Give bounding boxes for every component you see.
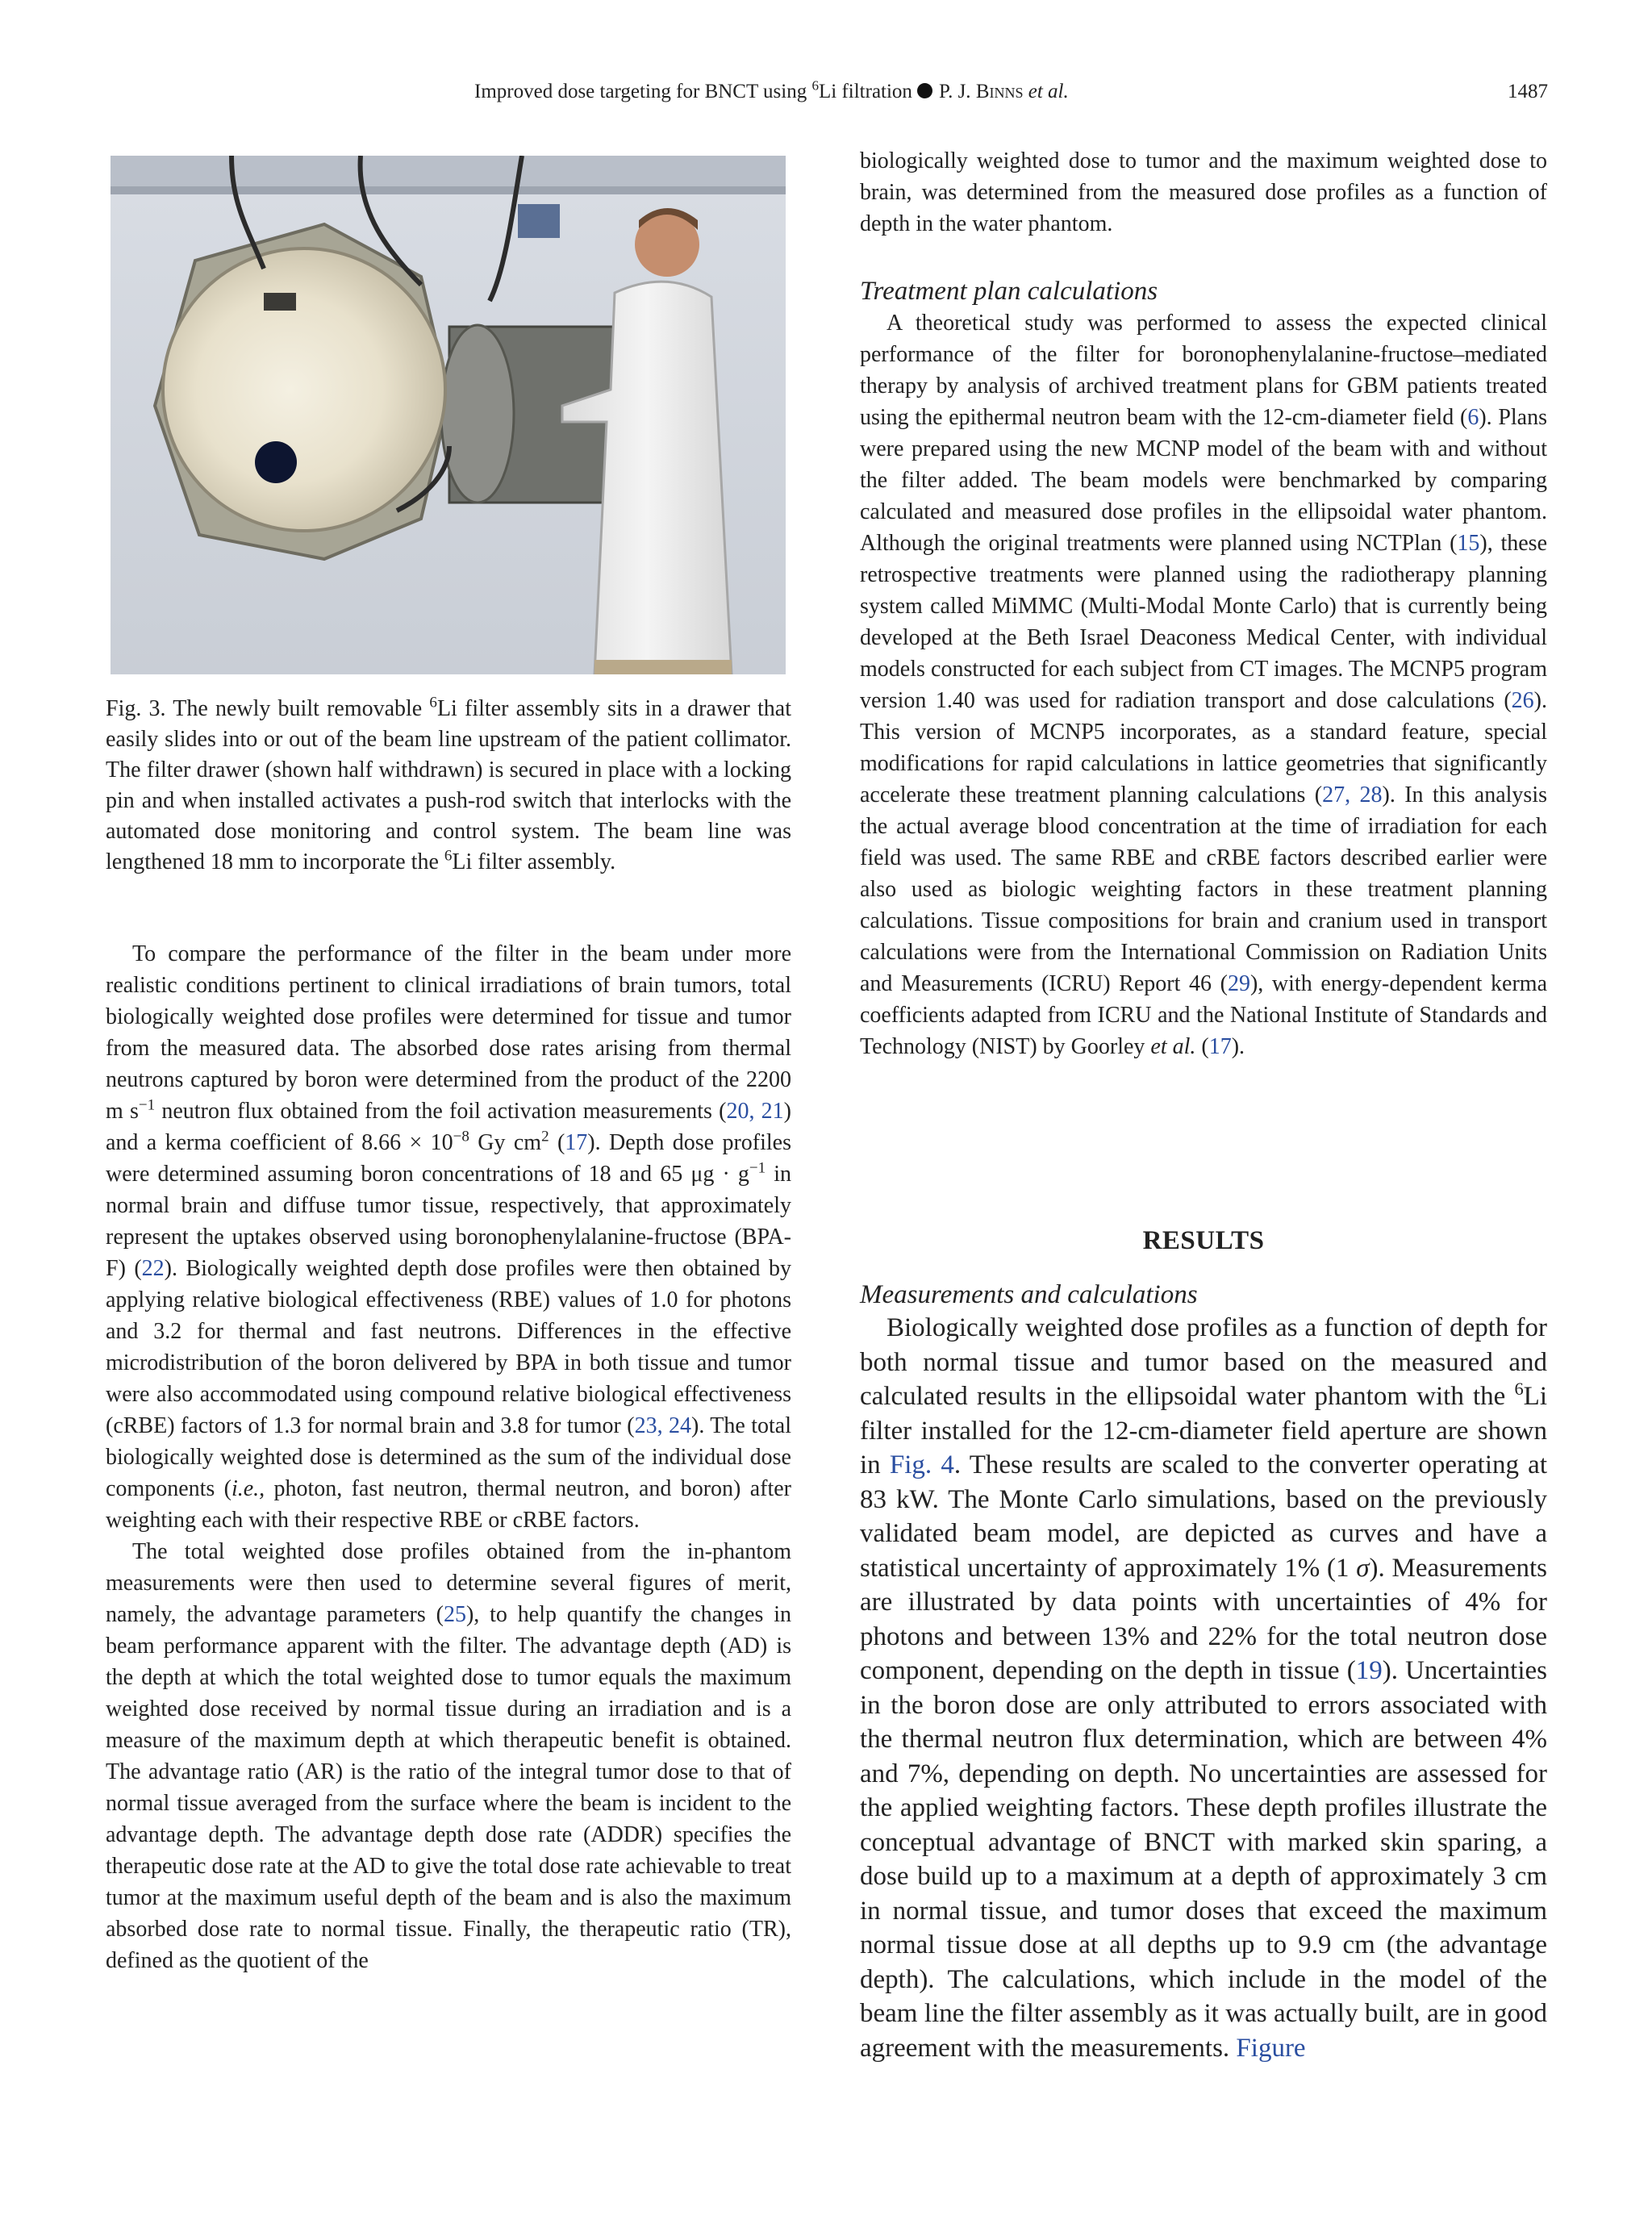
- citation-link[interactable]: 27, 28: [1322, 782, 1383, 807]
- citation-link[interactable]: 20, 21: [726, 1099, 784, 1124]
- bullet-icon: [917, 83, 932, 98]
- citation-link[interactable]: 25: [443, 1602, 466, 1627]
- paragraph: biologically weighted dose to tumor and the maximum weighted dose to brain, was determined from the measured dose profiles as a function of depth in the water phantom.: [860, 148, 1547, 236]
- paragraph: To compare the performance of the filter in the beam under more realistic conditions pertinent to clinical irradiations of brain tumors, total biologically weighted dose profiles were determined for tissue and tumor from the measured data. The absorbed dose rates arising from thermal neutrons captured by boron were determined from the product of the 2200 m $s^{-1}$ neutron flux obtained from the foil activation measurements (20, 21) and a kerma coefficient of $8.66 \times 10^{-8}$ Gy $cm^2$ (17). Depth dose profiles were determined assuming boron concentrations of 18 and 65 $\mu g \cdot g^{-1}$ in normal brain and diffuse tumor tissue, respectively, that approximately represent the uptakes observed using boronophenylalanine-fructose (BPA-F) (22). Biologically weighted depth dose profiles were then obtained by applying relative biological effectiveness (RBE) values of 1.0 for photons and 3.2 for thermal and fast neutrons. Differences in the effective microdistribution of the boron delivered by BPA in both tissue and tumor were also accommodated using compound relative biological effectiveness (cRBE) factors of 1.3 for normal brain and 3.8 for tumor (23, 24). The total biologically weighted dose is determined as the sum of the individual dose components (i.e., photon, fast neutron, thermal neutron, and boron) after weighting each with their respective RBE or cRBE factors.: [106, 941, 792, 1533]
- figure-link[interactable]: Fig. 4: [889, 1450, 954, 1479]
- subheading: Treatment plan calculations: [860, 277, 1158, 306]
- figure-photo: [111, 156, 786, 674]
- section-heading: RESULTS: [1142, 1226, 1265, 1255]
- citation-link[interactable]: 6: [1467, 405, 1479, 430]
- paragraph: The total weighted dose profiles obtained from the in-phantom measurements were then used to determine several figures of merit, namely, the advantage parameters (25), to help quantify the changes in beam performance apparent with the filter. The advantage depth (AD) is the depth at which the total weighted dose to tumor equals the maximum weighted dose received by normal tissue during an irradiation and is a measure of the maximum depth at which therapeutic benefit is obtained. The advantage ratio (AR) is the ratio of the integral tumor dose to that of normal tissue averaged from the surface where the beam is incident to the advantage depth. The advantage depth dose rate (ADDR) specifies the therapeutic dose rate at the AD to give the total dose rate achievable to treat tumor at the maximum useful depth of the beam and is also the maximum absorbed dose rate to normal tissue. Finally, the therapeutic ratio (TR), defined as the quotient of the: [106, 1539, 791, 1973]
- citation-link[interactable]: 23, 24: [634, 1413, 692, 1438]
- right-column-results: [860, 1279, 1547, 2065]
- citation-link[interactable]: 17: [1208, 1034, 1232, 1059]
- citation-link[interactable]: 22: [141, 1256, 165, 1281]
- citation-link[interactable]: 26: [1511, 688, 1534, 713]
- figure-link[interactable]: Figure: [1236, 2033, 1306, 2063]
- right-column-top: [860, 145, 1547, 1062]
- left-column: [106, 938, 791, 1976]
- citation-link[interactable]: 17: [565, 1130, 588, 1155]
- paragraph: Biologically weighted dose profiles as a function of depth for both normal tissue and tumor based on the measured and calculated results in the ellipsoidal water phantom with the $^6$Li filter installed for the 12-cm-diameter field aperture are shown in Fig. 4. These results are scaled to the converter operating at 83 kW. The Monte Carlo simulations, based on the previously validated beam model, are depicted as curves and have a statistical uncertainty of approximately 1% (1 σ). Measurements are illustrated by data points with uncertainties of 4% for photons and between 13% and 22% for the total neutron dose component, depending on the depth in tissue (19). Uncertainties in the boron dose are only attributed to errors associated with the thermal neutron flux determination, which are between 4% and 7%, depending on depth. No uncertainties are assessed for the applied weighting factors. These depth profiles illustrate the conceptual advantage of BNCT with marked skin sparing, a dose build up to a maximum at a depth of approximately 3 cm in normal tissue, and tumor doses that exceed the maximum normal tissue dose at all depths up to 9.9 cm (the advantage depth). The calculations, which include in the model of the beam line the filter assembly as it was actually built, are in good agreement with the measurements. Figure: [860, 1313, 1547, 2063]
- page-number: 1487: [1508, 81, 1548, 102]
- citation-link[interactable]: 19: [1355, 1656, 1383, 1685]
- header-title: Improved dose targeting for BNCT using $^6$Li filtration P. J. Binns et al.: [474, 77, 1069, 102]
- running-header: [0, 77, 1652, 113]
- figure-caption: Fig. 3. The newly built removable $^6$Li filter assembly sits in a drawer that easily slides into or out of the beam line upstream of the patient collimator. The filter drawer (shown half withdrawn) is secured in place with a locking pin and when installed activates a push-rod switch that interlocks with the automated dose monitoring and control system. The beam line was lengthened 18 mm to incorporate the $^6$Li filter assembly.: [106, 694, 791, 874]
- paragraph: A theoretical study was performed to assess the expected clinical performance of the filter for boronophenylalanine-fructose–mediated therapy by analysis of archived treatment plans for GBM patients treated using the epithermal neutron beam with the 12-cm-diameter field (6). Plans were prepared using the new MCNP model of the beam with and without the filter added. The beam models were benchmarked by comparing calculated and measured dose profiles in the ellipsoidal water phantom. Although the original treatments were planned using NCTPlan (15), these retrospective treatments were planned using the radiotherapy planning system called MiMMC (Multi-Modal Monte Carlo) that is currently being developed at the Beth Israel Deaconess Medical Center, with individual models constructed for each subject from CT images. The MCNP5 program version 1.40 was used for radiation transport and dose calculations (26). This version of MCNP5 incorporates, as a standard feature, special modifications for rapid calculations in lattice geometries that significantly accelerate these treatment planning calculations (27, 28). In this analysis the actual average blood concentration at the time of irradiation for each field was used. The same RBE and cRBE factors described earlier were also used as biologic weighting factors in these treatment planning calculations. Tissue compositions for brain and cranium used in transport calculations were from the International Commission on Radiation Units and Measurements (ICRU) Report 46 (29), with energy-dependent kerma coefficients adapted from ICRU and the National Institute of Standards and Technology (NIST) by Goorley et al. (17).: [860, 311, 1547, 1059]
- citation-link[interactable]: 29: [1227, 971, 1250, 996]
- citation-link[interactable]: 15: [1457, 531, 1480, 556]
- subheading: Measurements and calculations: [860, 1280, 1198, 1309]
